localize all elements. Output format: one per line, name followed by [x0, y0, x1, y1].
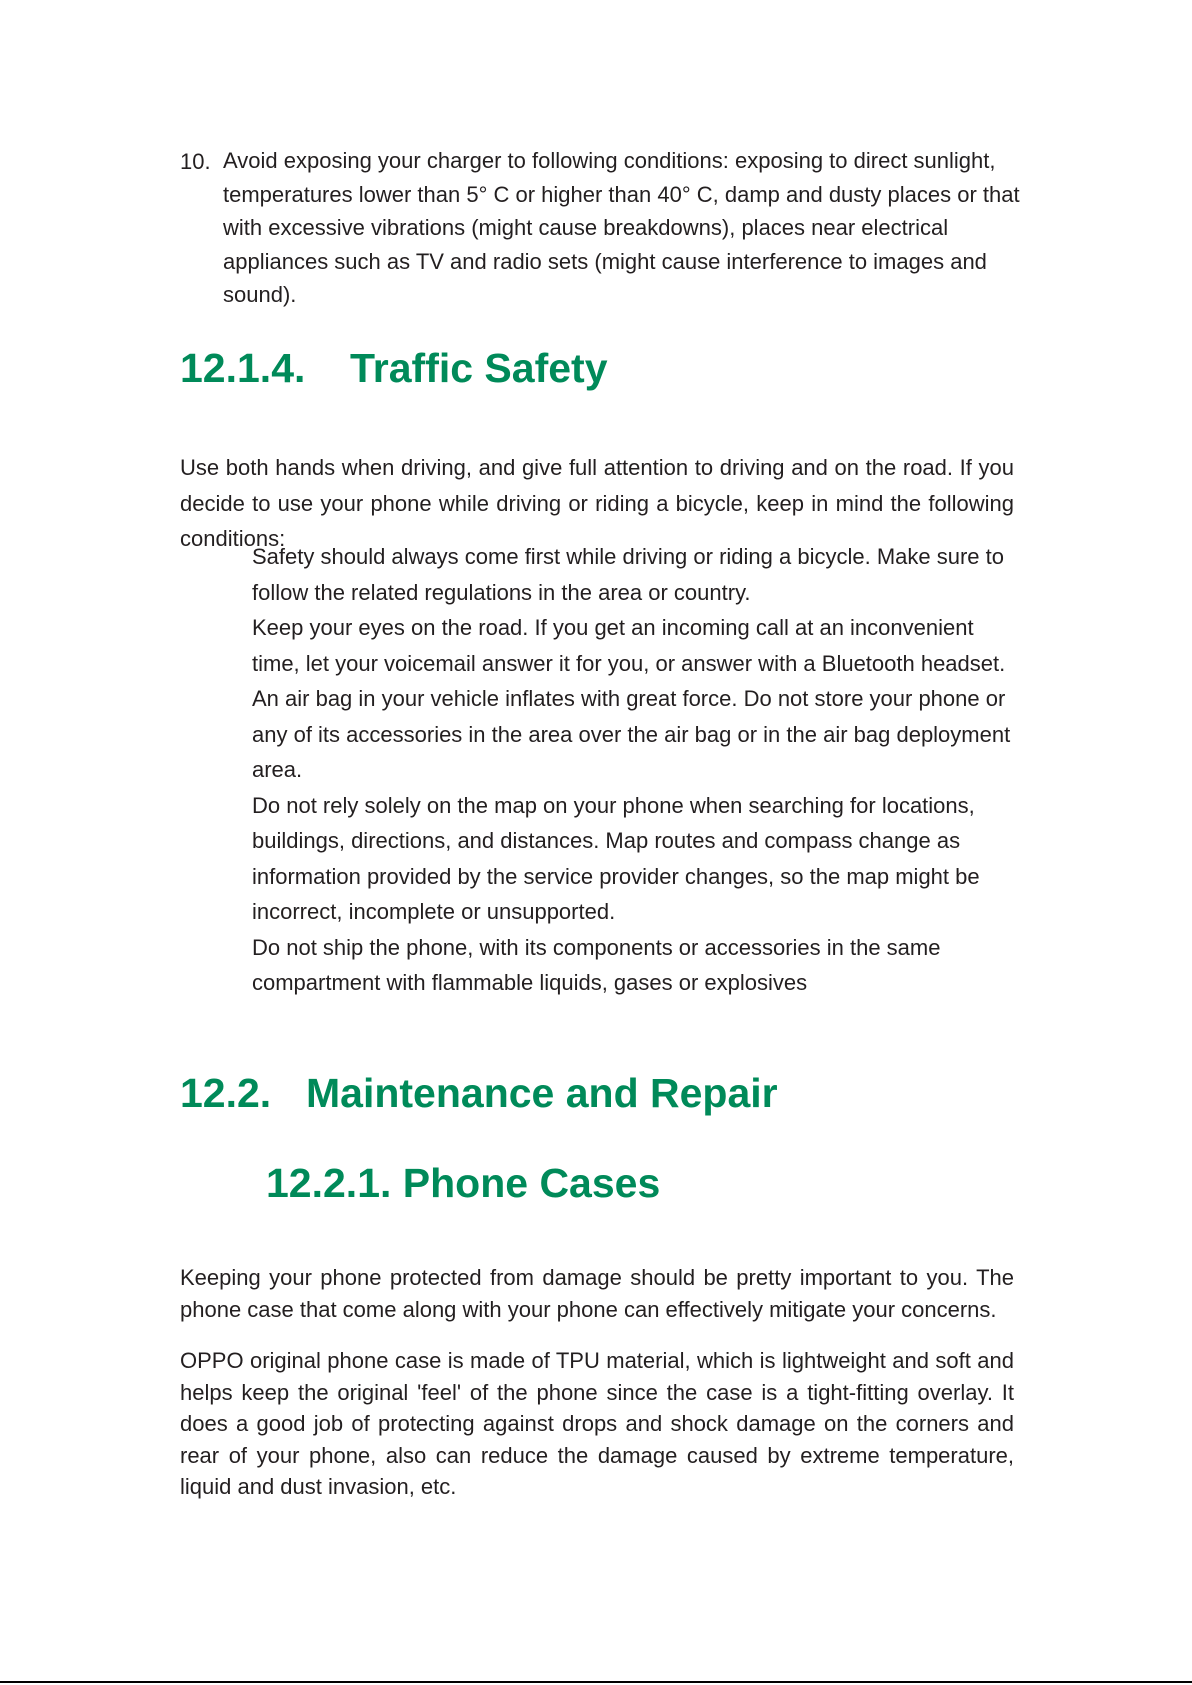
section-title: Traffic Safety: [350, 345, 608, 391]
section-heading-traffic-safety: [180, 345, 608, 392]
list-item: Do not ship the phone, with its components or accessories in the same compartment with flammable liquids, gases or explosives: [252, 934, 941, 995]
section-title: Maintenance and Repair: [306, 1070, 778, 1116]
traffic-bullet-list: [252, 539, 1022, 1001]
item-number: 10.: [180, 149, 211, 174]
list-item: An air bag in your vehicle inflates with great force. Do not store your phone or any of its accessories in the area over the air bag or in the air bag deployment area.: [252, 686, 1011, 782]
section-number: 12.2.: [180, 1070, 272, 1116]
subsection-heading-phone-cases: 12.2.1. Phone Cases: [266, 1160, 661, 1206]
section-heading-maintenance: [180, 1070, 778, 1117]
traffic-intro-paragraph: Use both hands when driving, and give full attention to driving and on the road. If you decide to use your phone while driving or riding a bicycle, keep in mind the following conditions:: [180, 455, 1014, 551]
list-item: Do not rely solely on the map on your phone when searching for locations, buildings, directions, and distances. Map routes and compass change as information provided by the service provider changes, so the map might be incorrect, incomplete or unsupported.: [252, 792, 980, 924]
phone-cases-paragraph-1: Keeping your phone protected from damage should be pretty important to you. The phone case that come along with your phone can effectively mitigate your concerns.: [180, 1265, 1014, 1322]
list-item: Keep your eyes on the road. If you get an incoming call at an inconvenient time, let your voicemail answer it for you, or answer with a Bluetooth headset.: [252, 615, 1006, 676]
item-text: Avoid exposing your charger to following conditions: exposing to direct sunlight, temperatures lower than 5° C or higher than 40° C, damp and dusty places or that with excessive vibrations (might cause breakdowns), places near electrical appliances such as TV and radio sets (might cause interference to images and sound).: [223, 148, 1020, 307]
section-number: 12.1.4.: [180, 345, 306, 391]
numbered-item-10: [180, 144, 1030, 312]
list-item: Safety should always come first while driving or riding a bicycle. Make sure to follow the related regulations in the area or country.: [252, 544, 1004, 605]
phone-cases-paragraph-2: OPPO original phone case is made of TPU material, which is lightweight and soft and helps keep the original 'feel' of the phone since the case is a tight-fitting overlay. It does a good job of protecting against drops and shock damage on the corners and rear of your phone, also can reduce the damage caused by extreme temperature, liquid and dust invasion, etc.: [180, 1348, 1014, 1499]
page-bottom-rule: [0, 1681, 1192, 1683]
